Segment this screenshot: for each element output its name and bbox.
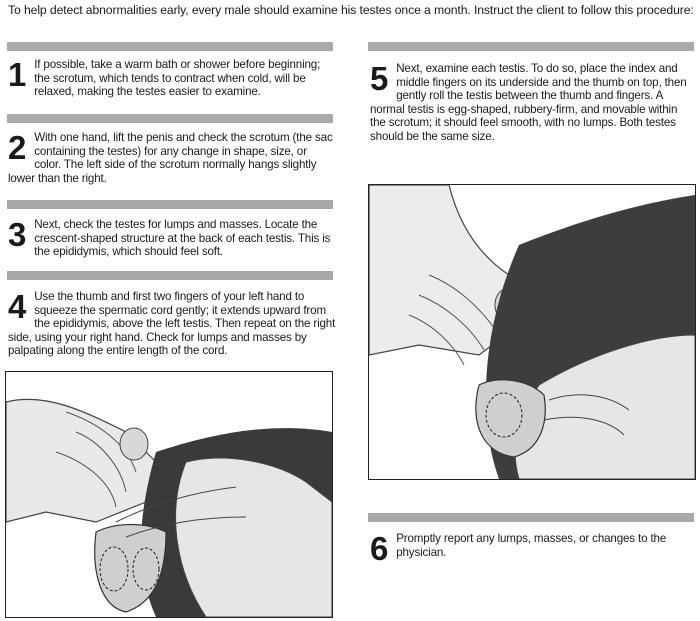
intro-text: To help detect abnormalities early, every male should examine his testes once a month. Instruct the client to follow this procedure: — [8, 3, 694, 17]
section-divider — [7, 42, 333, 51]
section-divider — [7, 200, 333, 209]
step-4 — [8, 290, 336, 358]
step-text: Use the thumb and first two fingers of your left hand to squeeze the spermatic cord gently; it extends upward from the epididymis, above the left testis. Then repeat on the right side, using your right hand. Check for lumps and masses by palpating along the entire length of the cord. — [8, 290, 336, 358]
step-number: 1 — [8, 56, 27, 93]
step-text: Next, check the testes for lumps and masses. Locate the crescent-shaped structure at the back of each testis. This is the epididymis, which should feel soft. — [34, 218, 331, 259]
section-divider — [368, 513, 694, 522]
illustration-testis-exam — [368, 184, 696, 480]
step-text: Promptly report any lumps, masses, or changes to the physician. — [396, 532, 667, 559]
step-text: If possible, take a warm bath or shower before beginning; the scrotum, which tends to contract when cold, will be relaxed, making the testes easier to examine. — [34, 58, 321, 99]
section-divider — [368, 42, 694, 51]
step-2 — [8, 131, 334, 185]
step-1 — [8, 58, 334, 99]
step-text: Next, examine each testis. To do so, place the index and middle fingers on its underside and the thumb on top, then gently roll the testis between the thumb and fingers. A normal testis is egg-shaped, rubbery-firm, and movable within the scrotum; it should feel smooth, with no lumps. Both testes should be the same size. — [370, 62, 687, 143]
illustration-drawing — [369, 185, 695, 479]
illustration-cord-exam — [5, 371, 333, 618]
step-number: 4 — [8, 288, 27, 325]
step-6 — [370, 530, 695, 567]
section-divider — [7, 271, 333, 280]
step-number: 2 — [8, 129, 27, 166]
step-5 — [370, 62, 695, 144]
step-number: 5 — [370, 60, 389, 97]
step-text: With one hand, lift the penis and check the scrotum (the sac containing the testes) for any change in shape, size, or color. The left side of the scrotum normally hangs slightly lower than the right. — [8, 131, 333, 185]
step-number: 3 — [8, 216, 27, 253]
step-3 — [8, 218, 334, 259]
section-divider — [7, 114, 333, 123]
step-number: 6 — [370, 530, 389, 567]
illustration-drawing — [6, 372, 332, 617]
